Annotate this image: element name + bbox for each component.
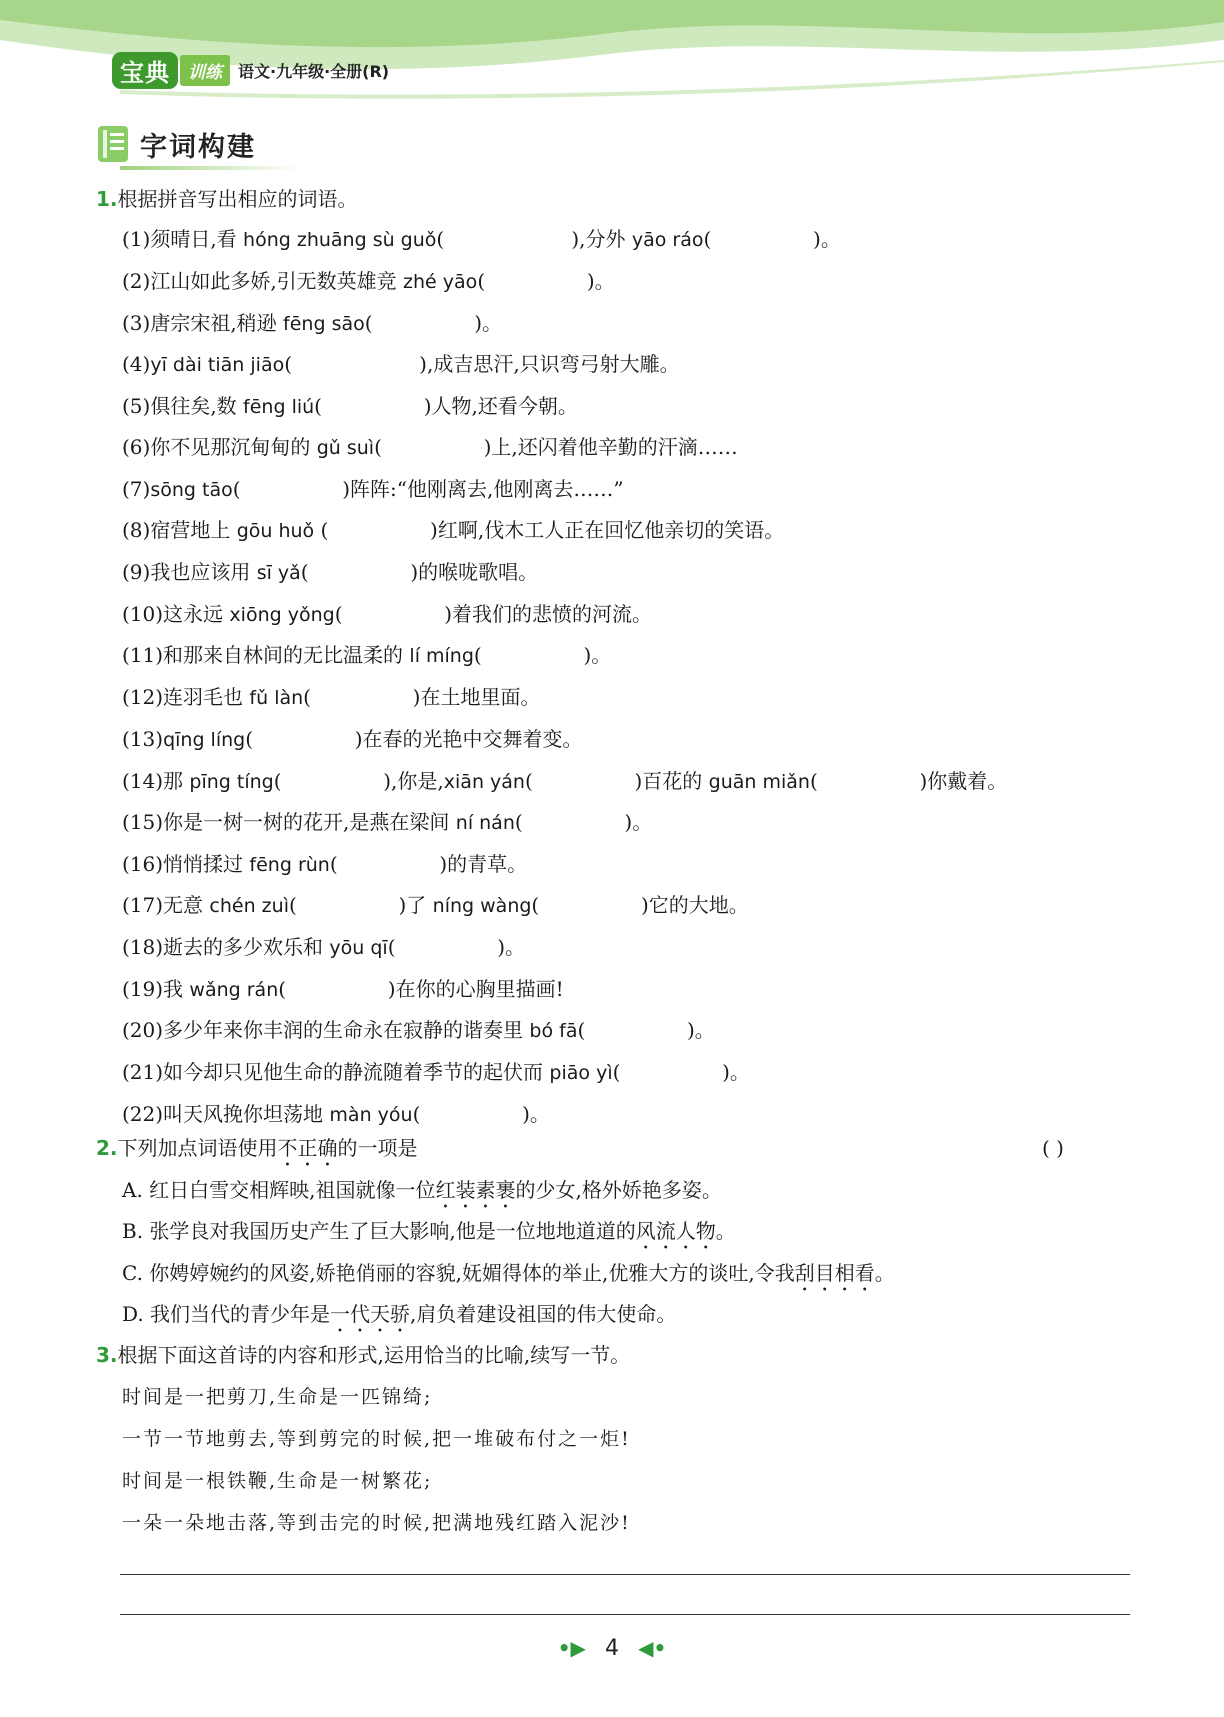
pinyin-prompt: piāo yì xyxy=(549,1062,613,1084)
item-text: (13) xyxy=(122,727,164,751)
item-text: (18)逝去的多少欢乐和 xyxy=(122,935,330,959)
fill-in-item xyxy=(122,474,624,505)
answer-blank[interactable]: ( )你戴着。 xyxy=(809,769,1008,793)
item-text: (6)你不见那沉甸甸的 xyxy=(122,435,317,459)
stem-text: 下列加点词语使用 xyxy=(117,1136,278,1160)
choice-option[interactable] xyxy=(122,1216,736,1254)
item-text: (4) xyxy=(122,352,151,376)
pinyin-prompt: hóng zhuāng sù guǒ xyxy=(243,229,437,251)
fill-in-item xyxy=(122,599,652,630)
pinyin-prompt: fēng liú xyxy=(243,396,315,418)
fill-in-item xyxy=(122,766,1007,797)
item-text: (9)我也应该用 xyxy=(122,560,257,584)
answer-blank[interactable]: ( )了 xyxy=(288,893,433,917)
item-text: (10)这永远 xyxy=(122,602,230,626)
fill-in-item xyxy=(122,557,538,588)
fill-in-item xyxy=(122,890,749,921)
fill-in-item xyxy=(122,807,652,838)
answer-blank[interactable]: ( )。 xyxy=(703,227,841,251)
fill-in-item xyxy=(122,974,564,1005)
book-info: 语文·九年级·全册(R) xyxy=(238,62,390,81)
question-text: 根据下面这首诗的内容和形式,运用恰当的比喻,续写一节。 xyxy=(117,1343,631,1367)
item-text: (16)悄悄揉过 xyxy=(122,852,250,876)
option-text: ,肩负着建设祖国的伟大使命。 xyxy=(410,1302,677,1326)
poem-line: 时间是一把剪刀,生命是一匹锦绮; xyxy=(122,1386,433,1408)
fill-in-item xyxy=(122,349,680,380)
pinyin-prompt: sī yǎ xyxy=(256,562,301,584)
pinyin-prompt: xiān yán xyxy=(443,771,525,793)
pinyin-prompt: wǎng rán xyxy=(189,979,279,1001)
item-text: (15)你是一树一树的花开,是燕在梁间 xyxy=(122,810,456,834)
fill-in-item xyxy=(122,682,540,713)
answer-blank[interactable]: ( )阵阵:“他刚离去,他刚离去……” xyxy=(232,477,624,501)
pinyin-prompt: ní nán xyxy=(455,812,515,834)
header-brand xyxy=(112,52,389,89)
question-1-stem xyxy=(96,184,358,214)
pinyin-prompt: yī dài tiān jiāo xyxy=(150,354,285,376)
choice-option[interactable] xyxy=(122,1175,722,1213)
item-text: (22)叫天风挽你坦荡地 xyxy=(122,1102,330,1126)
page-number-footer xyxy=(0,1636,1224,1661)
item-text: (14)那 xyxy=(122,769,190,793)
answer-blank[interactable]: ( )的喉咙歌唱。 xyxy=(300,560,539,584)
pinyin-prompt: fǔ làn xyxy=(249,687,304,709)
item-text: (20)多少年来你丰润的生命永在寂静的谐奏里 xyxy=(122,1018,530,1042)
dotted-phrase: 红装素裹 xyxy=(435,1178,516,1202)
stem-emphasis: 不正确 xyxy=(277,1136,338,1160)
dotted-phrase: 风流人物 xyxy=(635,1219,716,1243)
answer-blank[interactable]: ( )。 xyxy=(364,311,503,335)
arrow-right-icon: •▶ xyxy=(557,1636,586,1660)
answer-blank[interactable]: ( )人物,还看今朝。 xyxy=(314,394,578,418)
question-number: 2. xyxy=(96,1136,118,1160)
pinyin-prompt: fēng rùn xyxy=(249,854,330,876)
poem-line: 一节一节地剪去,等到剪完的时候,把一堆破布付之一炬! xyxy=(122,1428,631,1450)
answer-blank[interactable]: ( )。 xyxy=(477,269,615,293)
fill-in-item xyxy=(122,515,784,546)
answer-blank[interactable]: ( )百花的 xyxy=(524,769,709,793)
item-text: (19)我 xyxy=(122,977,190,1001)
pinyin-prompt: sōng tāo xyxy=(150,479,233,501)
pinyin-prompt: yāo ráo xyxy=(631,229,704,251)
answer-line[interactable] xyxy=(120,1574,1130,1575)
pinyin-prompt: chén zuì xyxy=(209,895,289,917)
stem-text: 的一项是 xyxy=(337,1136,418,1160)
fill-in-item xyxy=(122,308,502,339)
answer-blank[interactable]: ( )它的大地。 xyxy=(531,893,749,917)
poem-line: 时间是一根铁鞭,生命是一树繁花; xyxy=(122,1470,433,1492)
fill-in-item xyxy=(122,224,841,255)
page-number: 4 xyxy=(605,1636,619,1661)
answer-blank[interactable]: ( )。 xyxy=(612,1060,750,1084)
pinyin-prompt: qīng líng xyxy=(163,729,246,751)
answer-blank[interactable]: ( ),分外 xyxy=(436,227,632,251)
fill-in-item xyxy=(122,1099,550,1130)
item-text: (8)宿营地上 xyxy=(122,518,237,542)
answer-line[interactable] xyxy=(120,1614,1130,1615)
dotted-phrase: 一代天骄 xyxy=(330,1302,411,1326)
pinyin-prompt: bó fā xyxy=(529,1020,578,1042)
answer-blank[interactable]: ( ),你是, xyxy=(273,769,444,793)
section-title: 字词构建 xyxy=(140,131,256,163)
choice-option[interactable] xyxy=(122,1299,676,1337)
fill-in-item xyxy=(122,266,615,297)
pinyin-prompt: màn yóu xyxy=(329,1104,413,1126)
answer-blank[interactable]: ( )红啊,伐木工人正在回忆他亲切的笑语。 xyxy=(314,518,785,542)
answer-blank[interactable]: ( )在你的心胸里描画! xyxy=(278,977,564,1001)
answer-blank[interactable]: ( )上,还闪着他辛勤的汗滴…… xyxy=(374,435,738,459)
brand-logo: 宝典 xyxy=(112,52,178,89)
answer-blank[interactable]: ( )在土地里面。 xyxy=(303,685,541,709)
section-heading xyxy=(96,124,256,164)
item-text: (3)唐宗宋祖,稍逊 xyxy=(122,311,284,335)
book-icon xyxy=(96,124,132,164)
brand-subtitle: 训练 xyxy=(180,55,230,86)
choice-option[interactable] xyxy=(122,1258,895,1296)
item-text: (5)俱往矣,数 xyxy=(122,394,244,418)
arrow-left-icon: ◀• xyxy=(638,1636,667,1660)
answer-blank[interactable]: ( )。 xyxy=(577,1018,715,1042)
answer-box[interactable]: ( ) xyxy=(1042,1136,1064,1160)
answer-blank[interactable]: ( )着我们的悲愤的河流。 xyxy=(334,602,653,626)
pinyin-prompt: gǔ suì xyxy=(316,437,375,459)
pinyin-prompt: zhé yāo xyxy=(403,271,478,293)
pinyin-prompt: lí míng xyxy=(409,645,474,667)
pinyin-prompt: pīng tíng xyxy=(189,771,274,793)
question-text: 根据拼音写出相应的词语。 xyxy=(117,187,358,211)
question-3-stem xyxy=(96,1340,630,1370)
dotted-phrase: 刮目相看 xyxy=(794,1261,875,1285)
fill-in-item xyxy=(122,724,583,755)
item-text: (1)须晴日,看 xyxy=(122,227,244,251)
pinyin-prompt: guān miǎn xyxy=(708,771,810,793)
answer-blank[interactable]: ( )。 xyxy=(514,810,653,834)
option-text: 。 xyxy=(874,1261,895,1285)
fill-in-item xyxy=(122,640,611,671)
question-number: 1. xyxy=(96,187,118,211)
answer-blank[interactable]: ( )在春的光艳中交舞着变。 xyxy=(245,727,583,751)
item-text: (11)和那来自林间的无比温柔的 xyxy=(122,643,410,667)
answer-blank[interactable]: ( )的青草。 xyxy=(329,852,528,876)
option-text: 。 xyxy=(715,1219,736,1243)
fill-in-item xyxy=(122,1057,750,1088)
fill-in-item xyxy=(122,432,738,463)
option-text: B. 张学良对我国历史产生了巨大影响,他是一位地地道道的 xyxy=(122,1219,636,1243)
item-text: (12)连羽毛也 xyxy=(122,685,250,709)
option-text: 的少女,格外娇艳多姿。 xyxy=(515,1178,722,1202)
section-underline xyxy=(120,166,300,170)
poem-line: 一朵一朵地击落,等到击完的时候,把满地残红踏入泥沙! xyxy=(122,1512,631,1534)
question-number: 3. xyxy=(96,1343,118,1367)
fill-in-item xyxy=(122,932,525,963)
option-text: D. 我们当代的青少年是 xyxy=(122,1302,331,1326)
answer-blank[interactable]: ( )。 xyxy=(387,935,526,959)
answer-blank[interactable]: ( )。 xyxy=(412,1102,550,1126)
answer-blank[interactable]: ( ),成吉思汗,只识弯弓射大雕。 xyxy=(284,352,680,376)
pinyin-prompt: xiōng yǒng xyxy=(229,604,335,626)
option-text: A. 红日白雪交相辉映,祖国就像一位 xyxy=(122,1178,436,1202)
question-2-stem xyxy=(96,1133,1132,1171)
item-text: (2)江山如此多娇,引无数英雄竞 xyxy=(122,269,404,293)
fill-in-item xyxy=(122,1015,715,1046)
option-text: C. 你娉婷婉约的风姿,娇艳俏丽的容貌,妩媚得体的举止,优雅大方的谈吐,令我 xyxy=(122,1261,795,1285)
pinyin-prompt: fēng sāo xyxy=(283,313,365,335)
pinyin-prompt: gōu huǒ xyxy=(236,520,315,542)
pinyin-prompt: yōu qī xyxy=(329,937,388,959)
fill-in-item xyxy=(122,391,578,422)
fill-in-item xyxy=(122,849,527,880)
item-text: (17)无意 xyxy=(122,893,210,917)
item-text: (7) xyxy=(122,477,151,501)
answer-blank[interactable]: ( )。 xyxy=(473,643,612,667)
item-text: (21)如今却只见他生命的静流随着季节的起伏而 xyxy=(122,1060,550,1084)
pinyin-prompt: níng wàng xyxy=(432,895,532,917)
